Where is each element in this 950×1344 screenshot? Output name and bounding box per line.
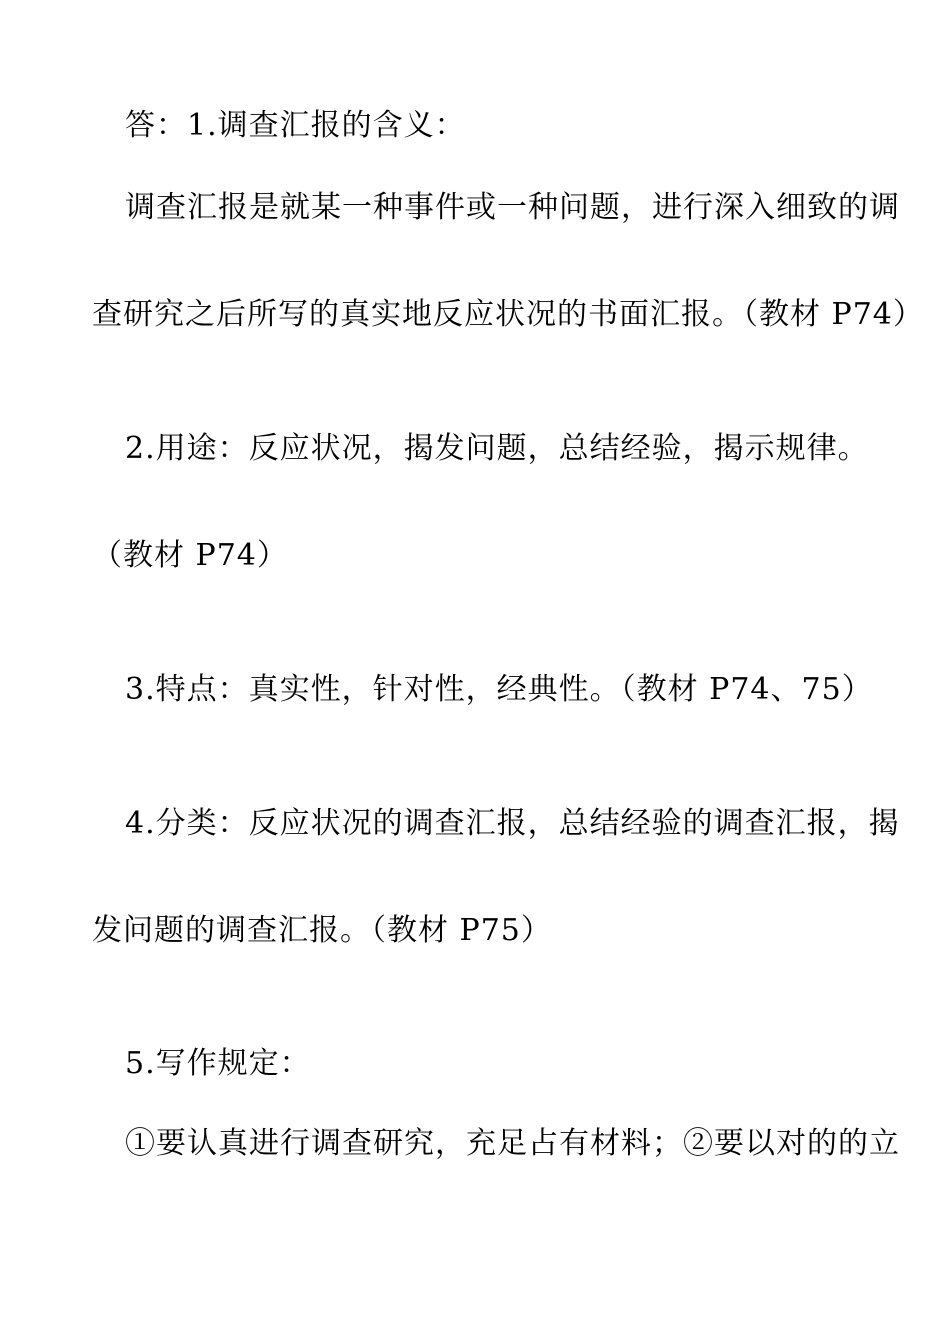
purpose-line-1: 2.用途：反应状况，揭发问题，总结经验，揭示规律。 (125, 431, 869, 466)
classification-line-1: 4.分类：反应状况的调查汇报，总结经验的调查汇报，揭 (125, 806, 900, 841)
answer-heading: 答：1.调查汇报的含义： (125, 108, 466, 143)
classification-line-2: 发问题的调查汇报。（教材 P75） (92, 913, 552, 948)
purpose-line-2: （教材 P74） (92, 538, 288, 573)
features-line: 3.特点：真实性，针对性，经典性。（教材 P74、75） (125, 672, 873, 707)
definition-line-2: 查研究之后所写的真实地反应状况的书面汇报。（教材 P74） (92, 297, 924, 332)
writing-requirements-line-1: ①要认真进行调查研究，充足占有材料；②要以对的的立 (125, 1126, 900, 1161)
writing-requirements-heading: 5.写作规定： (125, 1046, 311, 1081)
definition-line-1: 调查汇报是就某一种事件或一种问题，进行深入细致的调 (125, 190, 900, 225)
